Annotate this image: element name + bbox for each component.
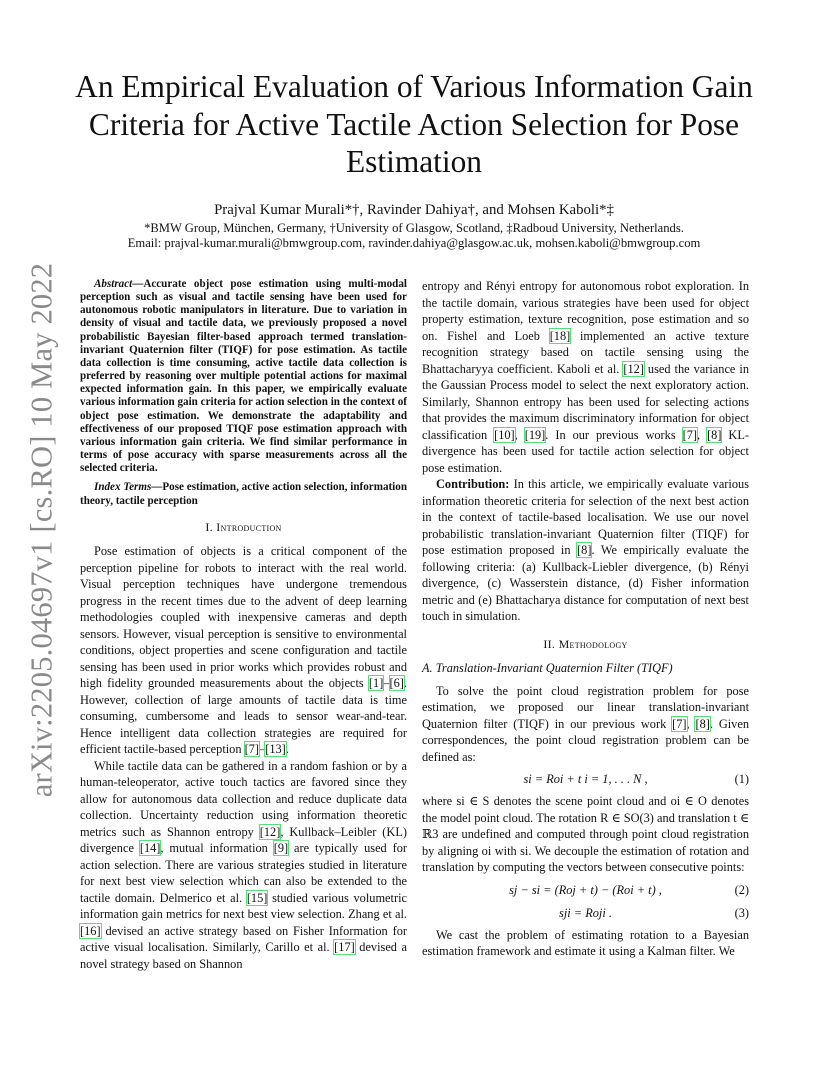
section-heading-introduction: I. Introduction xyxy=(205,519,282,534)
index-terms xyxy=(80,481,407,507)
citation-link[interactable]: [10] xyxy=(494,427,515,442)
citation-link[interactable]: [8] xyxy=(707,427,722,442)
equation-2: sj − si = (Roj + t) − (Roi + t) , (2) xyxy=(509,882,749,897)
citation-link[interactable]: [7] xyxy=(244,742,260,757)
contribution-label: Contribution: xyxy=(436,477,510,491)
paper-title: An Empirical Evaluation of Various Information Gain Criteria for Active Tactile Action Selection for Pose Estimation xyxy=(75,69,753,179)
citation-link[interactable]: [7] xyxy=(682,427,698,442)
citation-link[interactable]: [18] xyxy=(549,328,571,343)
citation-link[interactable]: [12] xyxy=(623,361,644,376)
related-work-paragraph: entropy and Rényi entropy for autonomous robot exploration. In the tactile domain, various strategies have been used for object property estimation, texture recognition, pose estimation and so on. Fishel and Loeb [18] implemented an active texture recognition strategy based on tactile sensing using the Bhattacharyya coefficient. Kaboli et al. [12] used the variance in the Gaussian Process model to select the next exploratory action. Similarly, Shannon entropy has been used for selecting actions that provides the maximum discriminatory information for object classification [10], [19]. In our previous works [7], [8] KL-divergence has been used for tactile action selection for object pose estimation. xyxy=(422,279,749,475)
right-column xyxy=(422,278,749,960)
citation-link[interactable]: [1] xyxy=(368,676,384,691)
equation-number: (2) xyxy=(734,882,749,897)
equation-3: sji = Roji . (3) xyxy=(559,905,749,920)
intro-paragraph-2: While tactile data can be gathered in a random fashion or by a human-teleoperator, active touch tactics are favored since they allow for autonomous data collection and reduce duplicate data collection. Uncertainty reduction using information theoretic metrics such as Shannon entropy [12], Kullback–Leibler (KL) divergence [14], mutual information [9] are typically used for action selection. There are various strategies studied in literature for next best view selection which can also be extended to the tactile domain. Delmerico et al. [15] studied various volumetric information gain metrics for next best view selection. Zhang et al. [16] devised an active strategy based on Fisher Information for active visual localisation. Similarly, Carillo et al. [17] devised a novel strategy based on Shannon xyxy=(80,758,408,971)
left-column xyxy=(80,278,407,972)
equation-number: (3) xyxy=(734,905,749,920)
contribution-paragraph: Contribution: In this article, we empirically evaluate various information theoretic criteria for selection of the next best action in the context of tactile-based localisation. We use our novel probabilistic translation-invariant Quaternion filter (TIQF) for pose estimation proposed in [8]. We empirically evaluate the following criteria: (a) Kullback-Liebler divergence, (b) Rényi divergence, (c) Wasserstein distance, (d) Fisher information metric and (e) Bhattacharya distance for computation of next best touch in simulation. xyxy=(422,477,749,623)
citation-link[interactable]: [19] xyxy=(524,427,546,442)
abstract-label: Abstract xyxy=(94,278,133,290)
affiliations: *BMW Group, München, Germany, †University of Glasgow, Scotland, ‡Radboud University, Netherlands. xyxy=(144,221,684,235)
author-emails: Email: prajval-kumar.murali@bmwgroup.com, ravinder.dahiya@glasgow.ac.uk, mohsen.kaboli@bmwgroup.com xyxy=(127,236,701,250)
author-list: Prajval Kumar Murali*†, Ravinder Dahiya†, and Mohsen Kaboli*‡ xyxy=(214,202,614,218)
equation-1: si = Roi + t i = 1, . . . N , (1) xyxy=(523,772,749,786)
citation-link[interactable]: [6] xyxy=(389,676,404,691)
citation-link[interactable]: [13] xyxy=(265,742,286,757)
tiqf-paragraph-1: To solve the point cloud registration problem for pose estimation, we proposed our linear translation-invariant Quaternion filter (TIQF) in our previous work [7], [8]. Given correspondences, the point cloud registration problem can be defined as: xyxy=(422,683,750,764)
citation-link[interactable]: [8] xyxy=(695,716,710,731)
tiqf-paragraph-2: where si ∈ S denotes the scene point cloud and oi ∈ O denotes the model point cloud. The rotation R ∈ SO(3) and translation t ∈ ℝ3 are undefined and computed through point cloud registration by aligning oi with si. We decouple the estimation of rotation and translation by computing the vectors between consecutive points: xyxy=(422,794,749,874)
index-terms-label: Index Terms xyxy=(94,481,152,494)
citation-link[interactable]: [15] xyxy=(246,890,268,905)
arxiv-stamp: arXiv:2205.04697v1 [cs.RO] 10 May 2022 xyxy=(24,262,59,798)
citation-link[interactable]: [9] xyxy=(273,841,289,856)
equation-number: (1) xyxy=(734,772,749,786)
index-terms-text: —Pose estimation, active action selection, information theory, tactile perception xyxy=(80,481,407,507)
abstract-text: —Accurate object pose estimation using multi-modal perception such as visual and tactile sensing have been used for autonomous robotic manipulators in literature. Due to variation in density of visual and tactile data, we previously proposed a novel probabilistic Bayesian filter-based approach termed translation-invariant Quaternion filter (TIQF) for pose estimation. As tactile data collection is time consuming, active tactile data collection is preferred by reasoning over multiple potential actions for maximal expected information gain. In this paper, we empirically evaluate various information gain criteria for action selection in the context of object pose estimation. We demonstrate the adaptability and effectiveness of our proposed TIQF pose estimation approach with various information gain criteria. We find similar performance in terms of pose accuracy with sparse measurements across all the selected criteria. xyxy=(80,278,407,475)
tiqf-paragraph-3: We cast the problem of estimating rotation to a Bayesian estimation framework and estimate it using a Kalman filter. We xyxy=(422,927,749,958)
citation-link[interactable]: [7] xyxy=(672,716,687,731)
subsection-heading-tiqf: A. Translation-Invariant Quaternion Filter (TIQF) xyxy=(422,661,673,675)
intro-paragraph-1: Pose estimation of objects is a critical component of the perception pipeline for robots to interact with the real world. Visual perception techniques have undergone tremendous progress in the recent times due to the advent of deep learning methodologies coupled with inexpensive cameras and depth sensors. However, visual perception is sensitive to environmental conditions, object properties and scene configuration and tactile sensing has been used in prior works which provides robust and high fidelity grounded measurements about the objects [1]–[6]. However, collection of large amounts of tactile data is time consuming, cumbersome and leads to sensor wear-and-tear. Hence intelligent data collection strategies are required for efficient tactile-based perception [7]–[13]. xyxy=(80,544,407,757)
citation-link[interactable]: [8] xyxy=(577,543,592,557)
citation-link[interactable]: [14] xyxy=(139,841,161,856)
abstract xyxy=(80,278,407,475)
section-heading-methodology: II. Methodology xyxy=(543,636,628,651)
citation-link[interactable]: [16] xyxy=(80,923,101,938)
citation-link[interactable]: [17] xyxy=(334,940,355,955)
citation-link[interactable]: [12] xyxy=(259,824,281,839)
